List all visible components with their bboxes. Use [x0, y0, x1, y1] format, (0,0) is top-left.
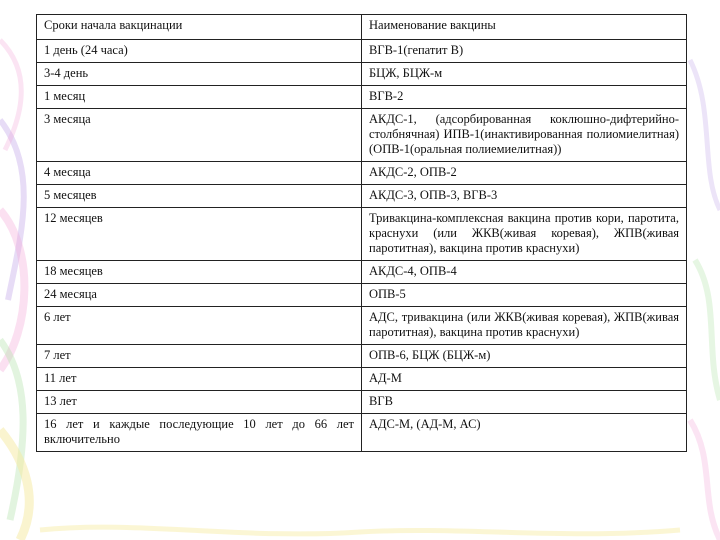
table-row [37, 86, 687, 109]
age-cell: 3 месяца [37, 109, 362, 162]
header-vaccine-cell: Наименование вакцины [362, 15, 687, 40]
vaccination-schedule-table [36, 14, 687, 452]
age-cell: 7 лет [37, 345, 362, 368]
table-row [37, 261, 687, 284]
table-row [37, 345, 687, 368]
age-cell: 6 лет [37, 307, 362, 345]
age-cell: 5 месяцев [37, 185, 362, 208]
table-row [37, 414, 687, 452]
vaccine-cell: ВГВ [362, 391, 687, 414]
vaccine-cell: АДС-М, (АД-М, АС) [362, 414, 687, 452]
age-cell: 4 месяца [37, 162, 362, 185]
vaccine-cell: БЦЖ, БЦЖ-м [362, 63, 687, 86]
vaccine-cell: ВГВ-1(гепатит В) [362, 40, 687, 63]
age-cell: 18 месяцев [37, 261, 362, 284]
table-row [37, 284, 687, 307]
table-row [37, 109, 687, 162]
table-row [37, 368, 687, 391]
age-cell: 1 месяц [37, 86, 362, 109]
age-cell: 16 лет и каждые последующие 10 лет до 66 лет включительно [37, 414, 362, 452]
vaccine-cell: ВГВ-2 [362, 86, 687, 109]
vaccine-cell: ОПВ-5 [362, 284, 687, 307]
table-row [37, 391, 687, 414]
age-cell: 1 день (24 часа) [37, 40, 362, 63]
vaccine-cell: АКДС-1, (адсорбированная коклюшно-дифтерийно-столбнячная) ИПВ-1(инактивированная полиомиелитная)(ОПВ-1(оральная полиемиелитная)) [362, 109, 687, 162]
age-cell: 3-4 день [37, 63, 362, 86]
vaccine-cell: АД-М [362, 368, 687, 391]
table-header-row [37, 15, 687, 40]
age-cell: 13 лет [37, 391, 362, 414]
table-row [37, 40, 687, 63]
header-age-cell: Сроки начала вакцинации [37, 15, 362, 40]
table-row [37, 162, 687, 185]
age-cell: 11 лет [37, 368, 362, 391]
table-row [37, 208, 687, 261]
vaccine-cell: АКДС-4, ОПВ-4 [362, 261, 687, 284]
vaccine-cell: Тривакцина-комплексная вакцина против кори, паротита, краснухи (или ЖКВ(живая коревая), ЖПВ(живая паротитная), вакцина против краснухи) [362, 208, 687, 261]
table-row [37, 185, 687, 208]
vaccine-cell: АДС, тривакцина (или ЖКВ(живая коревая), ЖПВ(живая паротитная), вакцина против краснухи) [362, 307, 687, 345]
vaccine-cell: АКДС-3, ОПВ-3, ВГВ-3 [362, 185, 687, 208]
age-cell: 24 месяца [37, 284, 362, 307]
table-row [37, 63, 687, 86]
vaccine-cell: ОПВ-6, БЦЖ (БЦЖ-м) [362, 345, 687, 368]
vaccine-cell: АКДС-2, ОПВ-2 [362, 162, 687, 185]
table-row [37, 307, 687, 345]
age-cell: 12 месяцев [37, 208, 362, 261]
